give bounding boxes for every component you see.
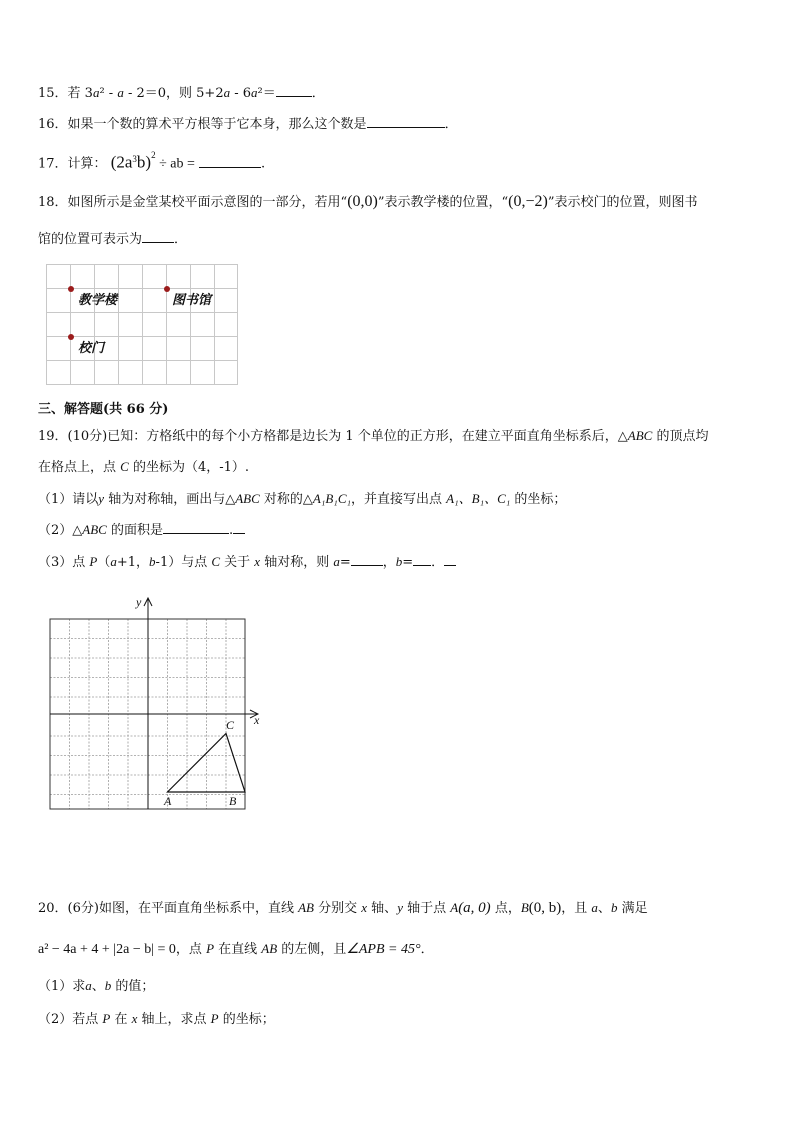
answer-blank[interactable] [199,155,261,168]
vertex-c-label: C [226,718,235,732]
expression: $(2a^3b)^2$ ÷ ab = [110,150,195,172]
vertex-b-label: B [229,794,237,808]
school-gate-label: 校门 [78,340,105,355]
question-18-line1: 18．如图所示是金堂某校平面示意图的一部分，若用“(0,0)”表示教学楼的位置，“(0,−2)”表示校门的位置，则图书 [38,193,698,210]
answer-blank[interactable] [276,84,312,97]
question-19-part3: （3）点 P（a+1，b-1）与点 C 关于 x 轴对称，则 a= ，b= ． [38,553,456,572]
question-20-line1: 20．(6分)如图，在平面直角坐标系中，直线 AB 分别交 x 轴、y 轴于点 A(a, 0) 点，B(0, b)，且 a、b 满足 [38,900,648,916]
question-18-line2: 馆的位置可表示为 ． [38,232,188,247]
coordinate-grid [46,592,272,814]
school-gate-point [68,334,74,340]
teaching-building-point [68,286,74,292]
answer-blank[interactable] [367,115,445,128]
answer-blank[interactable] [163,521,229,534]
question-15: 15．若 3a² - a - 2＝0，则 5+2a - 6a²＝ ． [38,85,325,101]
grid-lines [46,264,238,385]
question-19-part2: （2）△ABC 的面积是 . [38,521,245,540]
question-19-part1: （1）请以y 轴为对称轴，画出与△ABC 对称的△A₁B₁C₁，并直接写出点 A₁、B₁、C₁ 的坐标； [38,491,567,507]
answer-blank-b[interactable] [413,553,431,566]
vertex-a-label: A [164,794,172,808]
library-label: 图书馆 [172,292,212,307]
question-20-part2: （2）若点 P 在 x 轴上，求点 P 的坐标； [38,1011,275,1027]
question-17: 17．计算： $(2a^3b)^2$ ÷ ab = . [38,150,266,172]
teaching-building-label: 教学楼 [78,292,118,307]
question-16: 16．如果一个数的算术平方根等于它本身，那么这个数是 ． [38,117,458,132]
x-axis-label: x [254,713,260,727]
library-point [164,286,170,292]
school-map-grid [46,264,240,386]
y-axis-label: y [136,595,142,609]
answer-blank-a[interactable] [351,553,383,566]
question-19-line2: 在格点上，点 C 的坐标为（4，-1）. [38,459,250,475]
question-20-part1: （1）求a、b 的值； [38,978,155,994]
question-20-line2: a² − 4a + 4 + |2a − b| = 0，点 P 在直线 AB 的左侧，且∠APB = 45°． [38,941,434,957]
question-19-line1: 19．(10分)已知：方格纸中的每个小方格都是边长为 1 个单位的正方形，在建立平面直角坐标系后，△ABC 的顶点均 [38,428,709,444]
section-title: 三、解答题(共 66 分) [38,402,169,417]
answer-blank[interactable] [142,230,174,243]
